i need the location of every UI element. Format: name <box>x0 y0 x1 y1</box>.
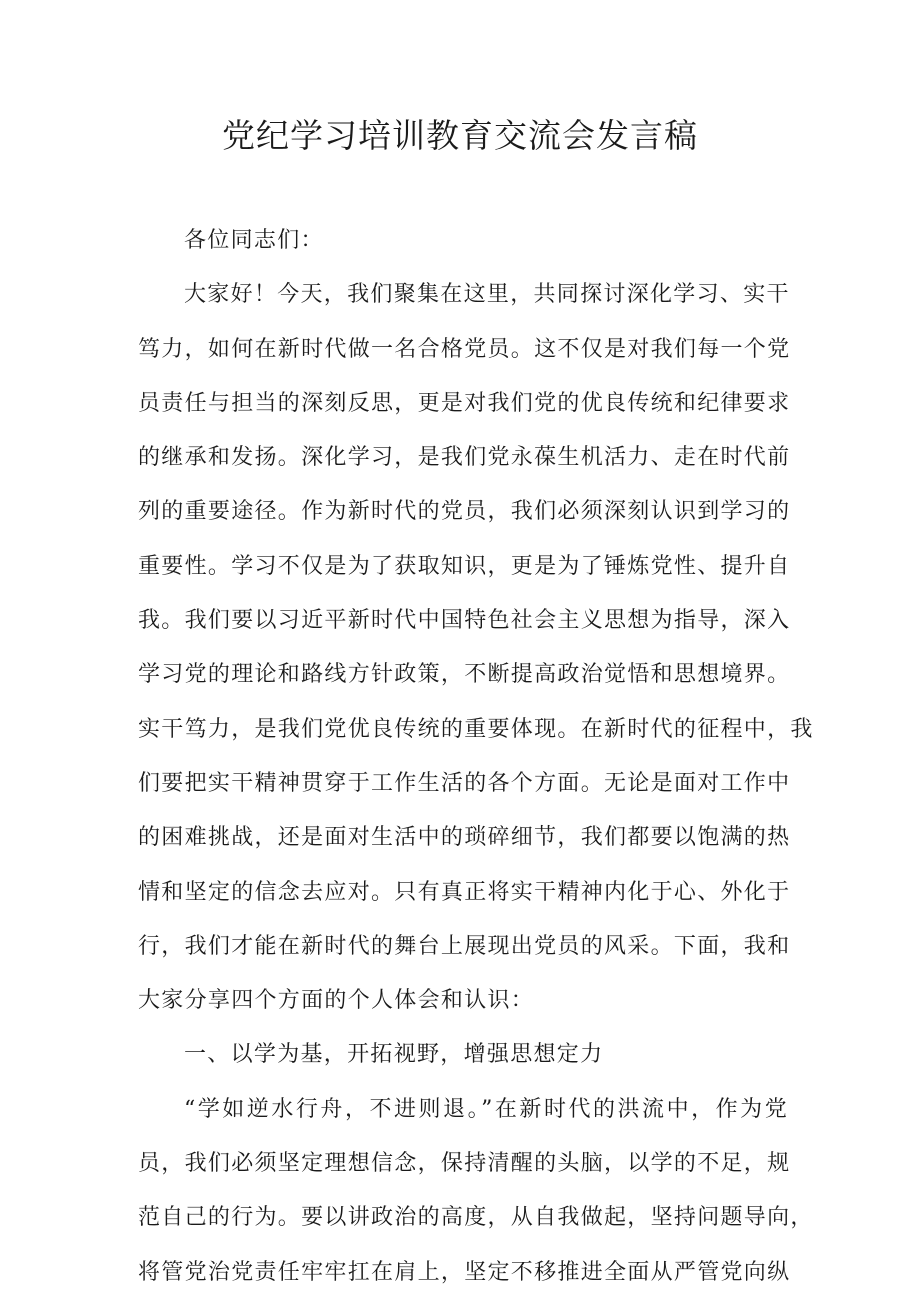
salutation-line: 各位同志们： <box>184 228 324 253</box>
text-line: 笃力，如何在新时代做一名合格党员。这不仅是对我们每一个党 <box>138 336 791 362</box>
text-line: 的困难挑战，还是面对生活中的琐碎细节，我们都要以饱满的热 <box>138 825 791 851</box>
text-line: 的继承和发扬。深化学习，是我们党永葆生机活力、走在时代前 <box>138 445 791 471</box>
text-line: 行，我们才能在新时代的舞台上展现出党员的风采。下面，我和 <box>138 933 791 959</box>
text-line: “学如逆水行舟，不进则退。”在新时代的洪流中，作为党 <box>184 1096 788 1122</box>
text-line: 范自己的行为。要以讲政治的高度，从自我做起，坚持问题导向， <box>138 1205 814 1231</box>
text-line: 将管党治党责任牢牢扛在肩上，坚定不移推进全面从严管党向纵 <box>138 1259 791 1285</box>
text-line: 们要把实干精神贯穿于工作生活的各个方面。无论是面对工作中 <box>138 770 791 796</box>
text-line: 我。我们要以习近平新时代中国特色社会主义思想为指导，深入 <box>138 608 791 634</box>
text-line: 重要性。学习不仅是为了获取知识，更是为了锤炼党性、提升自 <box>138 553 791 579</box>
text-line: 员，我们必须坚定理想信念，保持清醒的头脑，以学的不足，规 <box>138 1151 791 1177</box>
text-line: 列的重要途径。作为新时代的党员，我们必须深刻认识到学习的 <box>138 499 791 525</box>
section-heading: 一、以学为基，开拓视野，增强思想定力 <box>184 1042 604 1068</box>
text-line: 学习党的理论和路线方针政策，不断提高政治觉悟和思想境界。 <box>138 662 791 688</box>
document-body <box>138 214 814 1300</box>
text-line: 员责任与担当的深刻反思，更是对我们党的优良传统和纪律要求 <box>138 390 791 416</box>
text-line: 大家分享四个方面的个人体会和认识： <box>138 988 535 1014</box>
text-line: 情和坚定的信念去应对。只有真正将实干精神内化于心、外化于 <box>138 879 791 905</box>
document-title: 党纪学习培训教育交流会发言稿 <box>222 116 698 155</box>
text-line: 大家好！今天，我们聚集在这里，共同探讨深化学习、实干 <box>184 282 790 308</box>
text-line: 实干笃力，是我们党优良传统的重要体现。在新时代的征程中，我 <box>138 716 814 742</box>
